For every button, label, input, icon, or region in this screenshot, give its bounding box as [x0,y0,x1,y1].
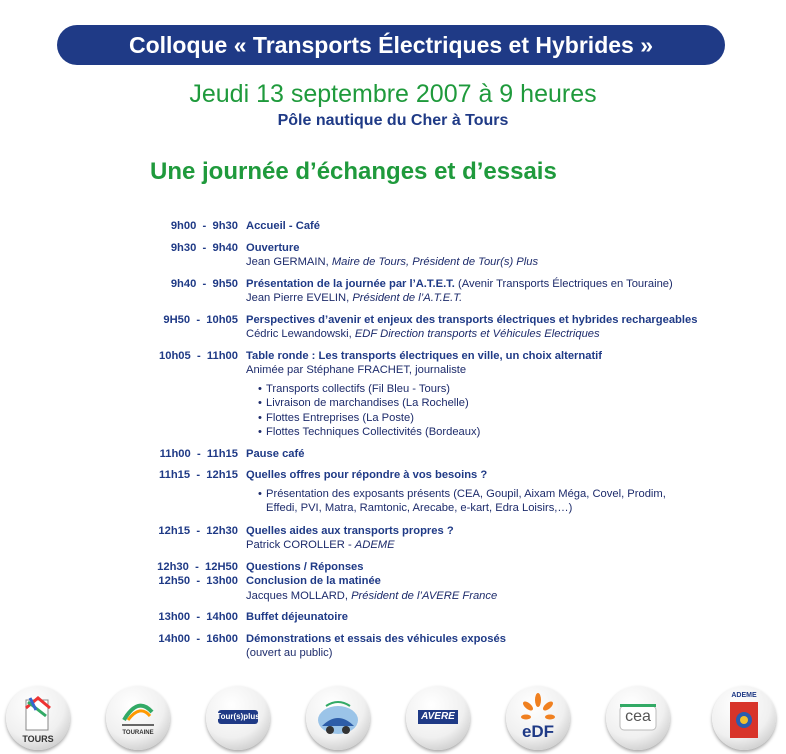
list-item: • Transports collectifs (Fil Bleu - Tours) [258,382,760,397]
logo-text: eDF [521,722,555,741]
list-item: • Livraison de marchandises (La Rochelle) [258,396,760,411]
program-title: Questions / Réponses [246,560,364,573]
event-date: Jeudi 13 septembre 2007 à 9 heures [189,80,597,108]
program-bullets [246,487,678,516]
program-role: EDF Direction transports et Véhicules Electriques [354,328,600,340]
list-item: • Flottes Entreprises (La Poste) [258,411,760,426]
program-schedule [140,219,760,661]
program-time: 9h40 - 9h50 [170,277,238,290]
logo-text: TOURAINE [122,730,154,736]
program-role: ADEME [354,539,395,551]
avere-logo-icon [406,686,470,750]
program-title: Conclusion de la matinée [246,575,381,587]
program-item [140,447,760,462]
program-subtitle: Une journée d’échanges et d’essais [150,158,557,185]
program-speaker: Jean Pierre EVELIN, [246,292,350,304]
event-venue: Pôle nautique du Cher à Tours [277,112,509,129]
program-title: Accueil - Café [246,220,320,232]
program-speaker: (ouvert au public) [246,647,333,659]
program-item [140,219,760,234]
program-item [140,574,760,603]
program-title: Présentation de la journée par l’A.T.E.T. [246,277,455,290]
program-title: Ouverture [246,241,300,254]
program-bullets [246,382,760,440]
ademe-logo-icon [712,686,776,750]
atet-logo-icon [306,686,370,750]
list-item: • Flottes Techniques Collectivités (Bordeaux) [258,425,760,440]
logo-text: Tour(s)plus [216,712,260,721]
program-title: Buffet déjeunatoire [246,611,348,623]
program-title: Table ronde : Les transports électriques en ville, un choix alternatif [246,349,603,362]
tours-logo-icon [6,686,70,750]
program-time: 11h15 - 12h15 [159,469,238,481]
logo-text: cea [625,708,651,725]
program-item [140,560,760,575]
program-speaker: Jacques MOLLARD, [246,589,348,602]
program-item [140,277,760,306]
program-title: Quelles aides aux transports propres ? [246,524,454,537]
partner-logos [0,682,786,754]
event-title: Colloque « Transports Électriques et Hybrides » [128,32,654,58]
cci-touraine-logo-icon [106,686,170,750]
program-item [140,632,760,661]
program-time: 12h50 - 13h00 [158,575,238,587]
program-time: 14h00 - 16h00 [158,632,238,645]
program-title-extra: (Avenir Transports Électriques en Touraine) [458,277,673,290]
program-time: 9H50 - 10h05 [163,313,238,326]
program-speaker: Animée par Stéphane FRACHET, journaliste [246,364,467,376]
logo-text: TOURS [22,734,54,744]
program-item [140,313,760,342]
program-time: 13h00 - 14h00 [158,611,238,623]
program-title: Perspectives d’avenir et enjeux des transports électriques et hybrides rechargeables [246,313,698,326]
program-time: 12h15 - 12h30 [158,524,238,537]
program-title: Démonstrations et essais des véhicules exposés [246,632,506,645]
program-time: 11h00 - 11h15 [159,447,238,460]
program-speaker: Cédric Lewandowski, [246,328,352,340]
program-time: 12h30 - 12H50 [157,560,238,573]
program-item [140,241,760,270]
program-role: Président de l’A.T.E.T. [352,292,463,304]
program-time: 10h05 - 11h00 [159,349,238,362]
program-time: 9h30 - 9h40 [170,241,238,254]
program-role: Président de l’AVERE France [351,589,498,602]
program-item [140,524,760,553]
program-speaker: Patrick COROLLER - [246,539,352,551]
logo-text: AVERE [421,711,455,722]
program-title: Quelles offres pour répondre à vos besoins ? [246,469,488,481]
program-speaker: Jean GERMAIN, [246,256,329,268]
logo-text: ADEME [731,692,757,699]
program-item [140,468,760,516]
program-item [140,610,760,625]
edf-logo-icon [506,686,570,750]
list-item: • Présentation des exposants présents (CEA, Goupil, Aixam Méga, Covel, Prodim, Effedi, PVI, Matra, Ramtonic, Arecabe, e-kart, Edra Loisirs,…) [258,487,678,516]
program-role: Maire de Tours, Président de Tour(s) Plus [331,256,539,268]
tour-s-plus-logo-icon [206,686,270,750]
program-item [140,349,760,440]
cea-logo-icon [606,686,670,750]
program-title: Pause café [246,447,305,460]
program-time: 9h00 - 9h30 [170,220,238,232]
event-title-banner [57,25,725,65]
